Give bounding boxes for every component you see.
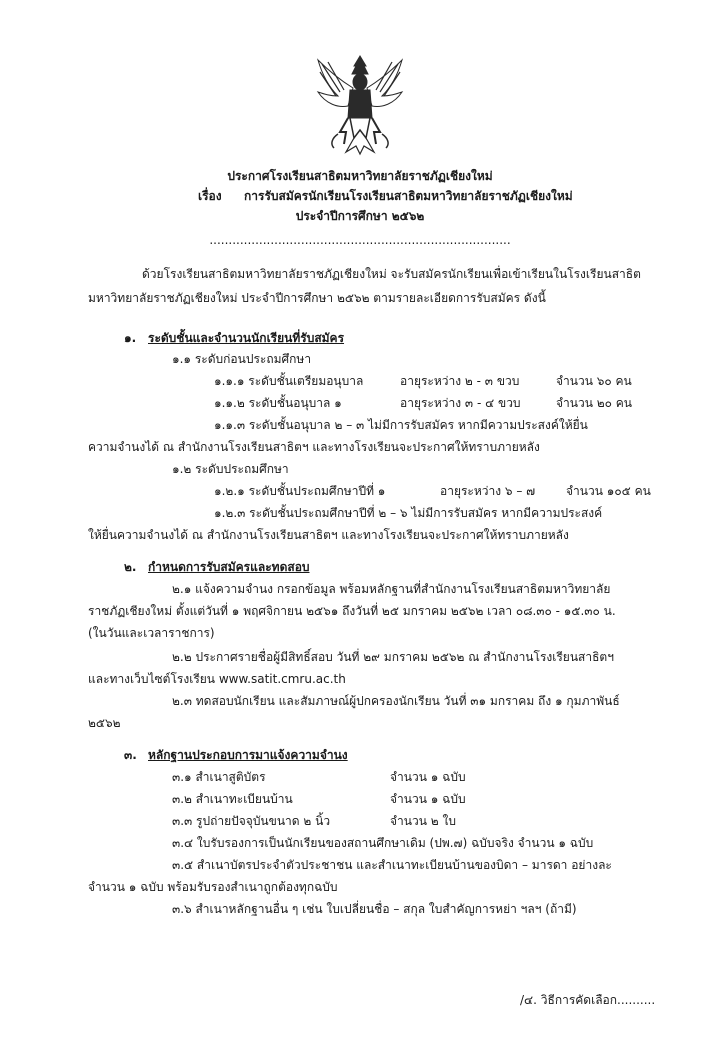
- item-2-2-line-2: และทางเว็บไซต์โรงเรียน www.satit.cmru.ac.th: [88, 672, 346, 686]
- section-2-title: กำหนดการรับสมัครและทดสอบ: [148, 560, 310, 574]
- item-3-2-qty: จำนวน ๑ ฉบับ: [390, 792, 466, 806]
- item-1-1-2-age: อายุระหว่าง ๓ - ๔ ขวบ: [400, 396, 521, 410]
- item-2-3-line-2: ๒๕๖๒: [88, 716, 121, 730]
- academic-year: ประจำปีการศึกษา ๒๕๖๒: [295, 209, 425, 223]
- item-1-2-3-line-1: ๑.๒.๓ ระดับชั้นประถมศึกษาปีที่ ๒ – ๖ ไม่มีการรับสมัคร หากมีความประสงค์: [214, 506, 603, 520]
- item-3-4: ๓.๔ ใบรับรองการเป็นนักเรียนของสถานศึกษาเดิม (ปพ.๗) ฉบับจริง จำนวน ๑ ฉบับ: [172, 836, 594, 850]
- section-2-number: ๒.: [124, 560, 137, 574]
- item-1-1-3-line-1: ๑.๑.๓ ระดับชั้นอนุบาล ๒ – ๓ ไม่มีการรับสมัคร หากมีความประสงค์ให้ยื่น: [214, 418, 588, 432]
- section-3-title: หลักฐานประกอบการมาแจ้งความจำนง: [148, 748, 348, 762]
- item-1-2-1-label: ๑.๒.๑ ระดับชั้นประถมศึกษาปีที่ ๑: [214, 484, 386, 498]
- item-3-1-qty: จำนวน ๑ ฉบับ: [390, 770, 466, 784]
- item-2-1-line-1: ๒.๑ แจ้งความจำนง กรอกข้อมูล พร้อมหลักฐานที่สำนักงานโรงเรียนสาธิตมหาวิทยาลัย: [172, 582, 611, 596]
- section-1-number: ๑.: [124, 331, 137, 345]
- announcement-title: ประกาศโรงเรียนสาธิตมหาวิทยาลัยราชภัฏเชียงใหม่: [227, 169, 493, 183]
- item-1-1-1-label: ๑.๑.๑ ระดับชั้นเตรียมอนุบาล: [214, 374, 364, 388]
- item-3-3-label: ๓.๓ รูปถ่ายปัจจุบันขนาด ๒ นิ้ว: [172, 814, 331, 828]
- item-1-2-1-age: อายุระหว่าง ๖ – ๗: [440, 484, 536, 498]
- next-page-note: /๔. วิธีการคัดเลือก..........: [520, 993, 656, 1007]
- item-3-1-label: ๓.๑ สำเนาสูติบัตร: [172, 770, 266, 784]
- section-3-number: ๓.: [124, 748, 137, 762]
- intro-line-1: ด้วยโรงเรียนสาธิตมหาวิทยาลัยราชภัฏเชียงใหม่ จะรับสมัครนักเรียนเพื่อเข้าเรียนในโรงเรียนสาธิต: [142, 267, 641, 281]
- section-1-2-heading: ๑.๒ ระดับประถมศึกษา: [172, 462, 289, 476]
- item-1-1-2-count: จำนวน ๒๐ คน: [556, 396, 633, 410]
- item-2-3-line-1: ๒.๓ ทดสอบนักเรียน และสัมภาษณ์ผู้ปกครองนักเรียน วันที่ ๓๑ มกราคม ถึง ๑ กุมภาพันธ์: [172, 694, 620, 708]
- item-1-1-1-count: จำนวน ๖๐ คน: [556, 374, 632, 388]
- item-3-5-line-2: จำนวน ๑ ฉบับ พร้อมรับรองสำเนาถูกต้องทุกฉบับ: [88, 880, 338, 894]
- header-separator: ...............................................................................: [209, 233, 511, 247]
- item-1-1-2-label: ๑.๑.๒ ระดับชั้นอนุบาล ๑: [214, 396, 342, 410]
- intro-line-2: มหาวิทยาลัยราชภัฏเชียงใหม่ ประจำปีการศึกษา ๒๕๖๒ ตามรายละเอียดการรับสมัคร ดังนี้: [88, 291, 546, 305]
- section-1-title: ระดับชั้นและจำนวนนักเรียนที่รับสมัคร: [148, 331, 345, 345]
- item-2-1-line-3: (ในวันและเวลาราชการ): [88, 626, 215, 640]
- item-3-3-qty: จำนวน ๒ ใบ: [390, 814, 456, 828]
- garuda-emblem-icon: [310, 52, 410, 157]
- subject-label: เรื่อง: [198, 189, 222, 203]
- item-2-1-line-2: ราชภัฏเชียงใหม่ ตั้งแต่วันที่ ๑ พฤศจิกายน ๒๕๖๑ ถึงวันที่ ๒๕ มกราคม ๒๕๖๒ เวลา ๐๘.๓๐ - ๑๕.๓๐ น.: [88, 604, 616, 618]
- item-1-1-1-age: อายุระหว่าง ๒ - ๓ ขวบ: [400, 374, 520, 388]
- item-3-5-line-1: ๓.๕ สำเนาบัตรประจำตัวประชาชน และสำเนาทะเบียนบ้านของบิดา – มารดา อย่างละ: [172, 858, 612, 872]
- item-1-1-3-line-2: ความจำนงได้ ณ สำนักงานโรงเรียนสาธิตฯ และทางโรงเรียนจะประกาศให้ทราบภายหลัง: [88, 440, 540, 454]
- item-3-6: ๓.๖ สำเนาหลักฐานอื่น ๆ เช่น ใบเปลี่ยนชื่อ – สกุล ใบสำคัญการหย่า ฯลฯ (ถ้ามี): [172, 902, 577, 916]
- item-3-2-label: ๓.๒ สำเนาทะเบียนบ้าน: [172, 792, 293, 806]
- section-1-1-heading: ๑.๑ ระดับก่อนประถมศึกษา: [172, 352, 312, 366]
- item-1-2-3-line-2: ให้ยื่นความจำนงได้ ณ สำนักงานโรงเรียนสาธิตฯ และทางโรงเรียนจะประกาศให้ทราบภายหลัง: [88, 528, 569, 542]
- item-2-2-line-1: ๒.๒ ประกาศรายชื่อผู้มีสิทธิ์สอบ วันที่ ๒๙ มกราคม ๒๕๖๒ ณ สำนักงานโรงเรียนสาธิตฯ: [172, 650, 614, 664]
- subject-text: การรับสมัครนักเรียนโรงเรียนสาธิตมหาวิทยาลัยราชภัฏเชียงใหม่: [244, 189, 573, 203]
- item-1-2-1-count: จำนวน ๑๐๕ คน: [566, 484, 651, 498]
